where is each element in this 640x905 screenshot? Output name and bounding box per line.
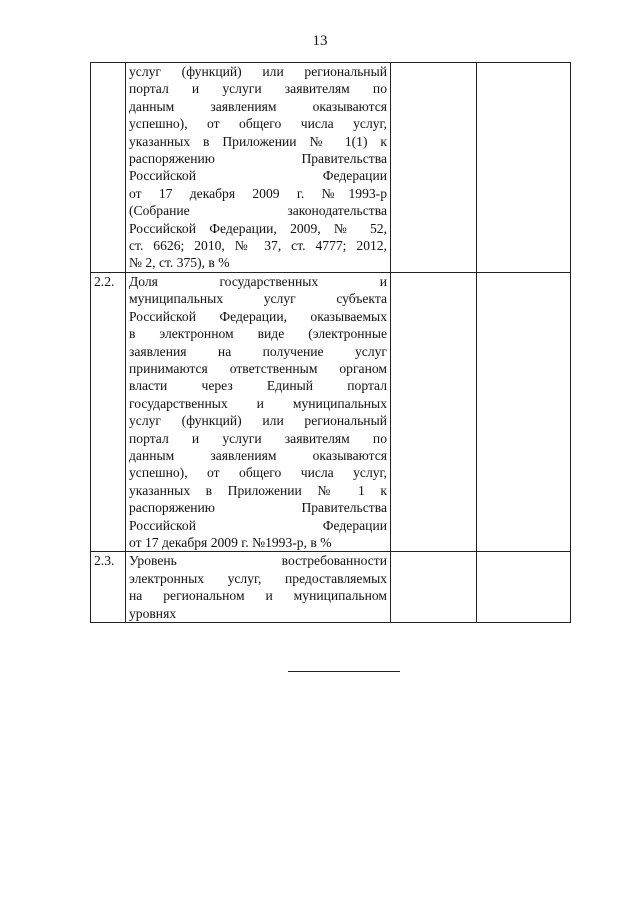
text-line: Российской Федерации: [129, 517, 387, 533]
text-line: власти через Единый портал: [129, 378, 387, 394]
text-line: данным заявлениям оказываются: [129, 98, 387, 114]
indicator-text: [129, 63, 387, 272]
text-line: электронных услуг, предоставляемых: [129, 570, 387, 586]
indicator-text-cell: [126, 272, 391, 552]
end-separator-line: [288, 671, 400, 672]
text-line: в электронном виде (электронные: [129, 326, 387, 342]
text-line: муниципальных услуг субъекта: [129, 291, 387, 307]
text-line: портал и услуги заявителям по: [129, 430, 387, 446]
text-line: распоряжению Правительства: [129, 500, 387, 516]
text-line: уровнях: [129, 605, 177, 621]
text-line: успешно), от общего числа услуг,: [129, 116, 387, 132]
text-line: Уровень востребованности: [129, 553, 387, 569]
text-line: от 17 декабря 2009 г. №1993-р, в %: [129, 534, 332, 550]
text-line: принимаются ответственным органом: [129, 360, 387, 376]
value-cell: [391, 63, 477, 273]
indicator-table: [90, 62, 571, 623]
text-line: Доля государственных и: [129, 273, 387, 289]
text-line: ст. 6626; 2010, № 37, ст. 4777; 2012,: [129, 238, 387, 254]
row-number-cell: 2.3.: [91, 552, 126, 623]
table-row: [91, 63, 571, 273]
text-line: заявления на получение услуг: [129, 343, 387, 359]
text-line: на региональном и муниципальном: [129, 588, 387, 604]
text-line: указанных в Приложении № 1(1) к: [129, 133, 387, 149]
text-line: указанных в Приложении № 1 к: [129, 482, 387, 498]
value-cell: [477, 63, 571, 273]
text-line: от 17 декабря 2009 г. №1993-р: [129, 185, 387, 201]
row-number-cell: 2.2.: [91, 272, 126, 552]
value-cell: [477, 272, 571, 552]
text-line: данным заявлениям оказываются: [129, 447, 387, 463]
page-number: 13: [312, 33, 328, 49]
value-cell: [391, 272, 477, 552]
text-line: государственных и муниципальных: [129, 395, 387, 411]
indicator-text: [129, 273, 387, 552]
table-row: [91, 272, 571, 552]
text-line: распоряжению Правительства: [129, 151, 387, 167]
text-line: услуг (функций) или региональный: [129, 413, 387, 429]
value-cell: [391, 552, 477, 623]
text-line: Российской Федерации, 2009, № 52,: [129, 220, 387, 236]
text-line: (Собрание законодательства: [129, 203, 387, 219]
text-line: Российской Федерации: [129, 168, 387, 184]
text-line: портал и услуги заявителям по: [129, 81, 387, 97]
indicator-text-cell: [126, 552, 391, 623]
indicator-text: [129, 552, 387, 622]
text-line: Российской Федерации, оказываемых: [129, 308, 387, 324]
value-cell: [477, 552, 571, 623]
row-number-cell: [91, 63, 126, 273]
text-line: № 2, ст. 375), в %: [129, 255, 230, 271]
text-line: успешно), от общего числа услуг,: [129, 465, 387, 481]
indicator-text-cell: [126, 63, 391, 273]
text-line: услуг (функций) или региональный: [129, 64, 387, 79]
table-row: [91, 552, 571, 623]
